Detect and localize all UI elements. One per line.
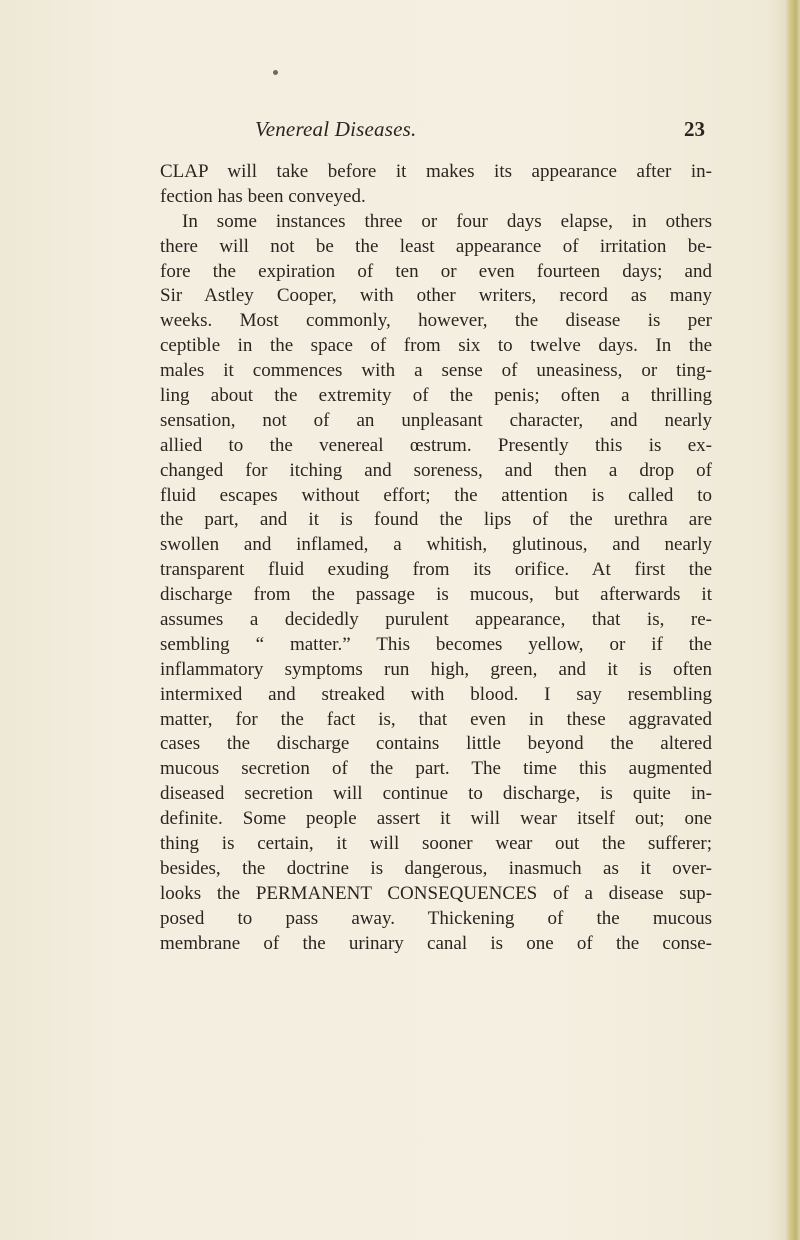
text-line: mucous secretion of the part. The time this augmented — [160, 758, 712, 780]
text-line: discharge from the passage is mucous, but afterwards it — [160, 584, 712, 606]
ink-speck — [273, 70, 278, 75]
text-line: CLAP will take before it makes its appearance after in- — [160, 161, 712, 182]
text-line: diseased secretion will continue to discharge, is quite in- — [160, 783, 712, 805]
text-line: assumes a decidedly purulent appearance, that is, re- — [160, 609, 712, 631]
text-line: sembling “ matter.” This becomes yellow, or if the — [160, 633, 712, 655]
text-line: the part, and it is found the lips of the urethra are — [160, 509, 712, 531]
running-title: Venereal Diseases. — [255, 117, 417, 141]
text-line: In some instances three or four days elapse, in others — [182, 210, 712, 232]
text-line: membrane of the urinary canal is one of the conse- — [160, 932, 712, 954]
text-line: allied to the venereal œstrum. Presently this is ex- — [160, 434, 712, 456]
text-line: weeks. Most commonly, however, the disease is per — [160, 310, 712, 332]
text-line: fection has been conveyed. — [160, 185, 366, 207]
text-line: ling about the extremity of the penis; often a thrilling — [160, 385, 712, 407]
text-line: matter, for the fact is, that even in these aggravated — [160, 708, 712, 730]
text-line: swollen and inflamed, a whitish, glutinous, and nearly — [160, 534, 712, 556]
page-edge-shadow — [786, 0, 800, 1240]
text-line: ceptible in the space of from six to twelve days. In the — [160, 335, 712, 357]
body-text — [160, 160, 712, 957]
text-line: looks the PERMANENT CONSEQUENCES of a disease sup- — [160, 882, 712, 904]
text-line: definite. Some people assert it will wear itself out; one — [160, 808, 712, 830]
text-line: Sir Astley Cooper, with other writers, record as many — [160, 285, 712, 307]
page-header — [160, 117, 705, 147]
text-line: cases the discharge contains little beyond the altered — [160, 733, 712, 755]
text-line: sensation, not of an unpleasant character, and nearly — [160, 409, 712, 431]
text-line: thing is certain, it will sooner wear out the sufferer; — [160, 833, 712, 855]
text-line: fluid escapes without effort; the attention is called to — [160, 484, 712, 506]
text-line: males it commences with a sense of uneasiness, or ting- — [160, 360, 712, 382]
text-line: posed to pass away. Thickening of the mucous — [160, 907, 712, 929]
text-line: fore the expiration of ten or even fourteen days; and — [160, 260, 712, 282]
page-number: 23 — [684, 117, 705, 141]
text-line: there will not be the least appearance of irritation be- — [160, 235, 712, 257]
text-line: intermixed and streaked with blood. I say resembling — [160, 683, 712, 705]
text-line: besides, the doctrine is dangerous, inasmuch as it over- — [160, 857, 712, 879]
text-line: changed for itching and soreness, and then a drop of — [160, 459, 712, 481]
text-line: transparent fluid exuding from its orifice. At first the — [160, 559, 712, 581]
text-line: inflammatory symptoms run high, green, and it is often — [160, 658, 712, 680]
